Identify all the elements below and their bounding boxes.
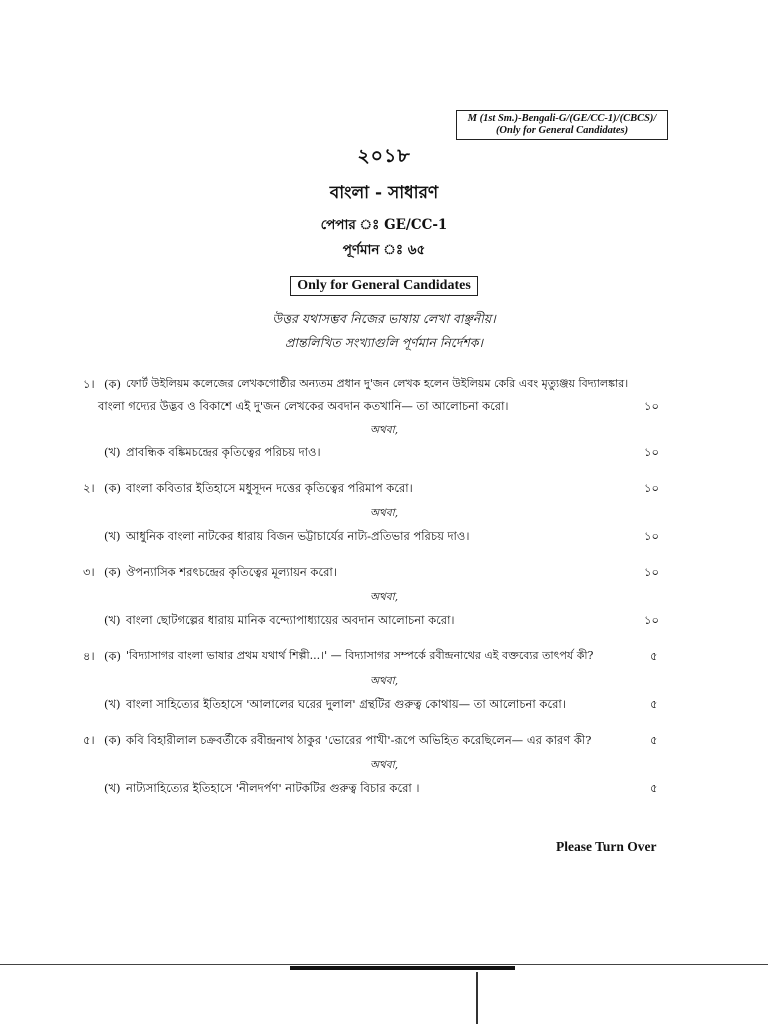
general-only-wrap [0,274,768,296]
scan-mark [476,972,478,1024]
question-text: 'বিদ্যাসাগর বাংলা ভাষার প্রথম যথার্থ শিল্পী...।' — বিদ্যাসাগর সম্পর্কে রবীন্দ্রনাথের এই বক্তব্যের তাৎপর্য কী? [126,649,594,662]
question-text: কবি বিহারীলাল চক্রবর্তীকে রবীন্দ্রনাথ ঠাকুর 'ভোরের পাখী'-রূপে অভিহিত করেছিলেন— এর কারণ কী? [126,733,592,747]
question-text: বাংলা কবিতার ইতিহাসে মধুসূদন দত্তের কৃতিত্বের পরিমাপ করো। [126,481,413,495]
full-marks: পূর্ণমান ঃ ৬৫ [342,242,426,258]
question-sub-label: (খ) [104,613,121,627]
or-separator: অথবা, [369,591,399,603]
general-only-label: Only for General Candidates [290,276,478,296]
paper-label: পেপার ঃ GE/CC-1 [320,217,448,233]
question-sub-label: (খ) [104,529,121,543]
question-number: ৩। [83,565,95,579]
question-text: ফোর্ট উইলিয়ম কলেজের লেখকগোষ্ঠীর অন্যতম প্রধান দু'জন লেখক হলেন উইলিয়ম কেরি এবং মৃত্যুঞ্জয় বিদ্যালঙ্কার। [126,377,629,390]
question-marks: ১০ [644,445,659,459]
page-bottom-bar [290,966,515,970]
question-sub-label: (ক) [104,481,122,495]
please-turn-over: Please Turn Over [556,839,657,854]
question-number: ২। [83,481,95,495]
paper-code-note: (Only for General Candidates) [495,125,629,136]
question-marks: ১০ [644,529,659,543]
question-number: ১। [83,377,95,391]
question-sub-label: (ক) [104,733,122,747]
or-separator: অথবা, [369,675,399,687]
question-marks: ১০ [644,613,659,627]
instruction-1: উত্তর যথাসম্ভব নিজের ভাষায় লেখা বাঞ্ছনীয়। [272,311,496,326]
page-bottom-rule [0,964,768,965]
question-marks: ৫ [650,781,658,795]
question-text: আধুনিক বাংলা নাটকের ধারায় বিজন ভট্টাচার্যের নাট্য-প্রতিভার পরিচয় দাও। [126,529,470,543]
question-sub-label: (ক) [104,565,122,579]
question-sub-label: (খ) [104,697,121,711]
question-sub-label: (ক) [104,649,122,663]
subject-title: বাংলা - সাধারণ [329,183,439,203]
exam-year: ২০১৮ [357,145,411,167]
question-marks: ৫ [650,649,658,663]
question-text: নাট্যসাহিত্যের ইতিহাসে 'নীলদর্পণ' নাটকটির গুরুত্ব বিচার করো । [126,781,420,795]
or-separator: অথবা, [369,507,399,519]
question-text: প্রাবন্ধিক বঙ্কিমচন্দ্রের কৃতিত্বের পরিচয় দাও। [126,445,321,459]
question-marks: ১০ [644,399,659,413]
paper-code-box [456,110,668,140]
or-separator: অথবা, [369,424,399,436]
question-number: ৪। [83,649,95,663]
question-marks: ১০ [644,481,659,495]
question-text: বাংলা সাহিত্যের ইতিহাসে 'আলালের ঘরের দুলাল' গ্রন্থটির গুরুত্ব কোথায়— তা আলোচনা করো। [126,697,566,711]
question-sub-label: (খ) [104,445,121,459]
question-sub-label: (ক) [104,377,122,391]
question-marks: ১০ [644,565,659,579]
instruction-2: প্রান্তলিখিত সংখ্যাগুলি পূর্ণমান নির্দেশক। [285,335,483,350]
or-separator: অথবা, [369,759,399,771]
question-sub-label: (খ) [104,781,121,795]
question-text: বাংলা ছোটগল্পের ধারায় মানিক বন্দ্যোপাধ্যায়ের অবদান আলোচনা করো। [126,613,455,627]
question-number: ৫। [83,733,95,747]
question-marks: ৫ [650,733,658,747]
question-marks: ৫ [650,697,658,711]
paper-code: M (1st Sm.)-Bengali-G/(GE/CC-1)/(CBCS)/ [467,113,657,124]
question-text: ঔপন্যাসিক শরৎচন্দ্রের কৃতিত্বের মূল্যায়ন করো। [126,565,337,579]
question-text: বাংলা গদ্যের উদ্ভব ও বিকাশে এই দু'জন লেখকের অবদান কতখানি— তা আলোচনা করো। [98,399,509,413]
